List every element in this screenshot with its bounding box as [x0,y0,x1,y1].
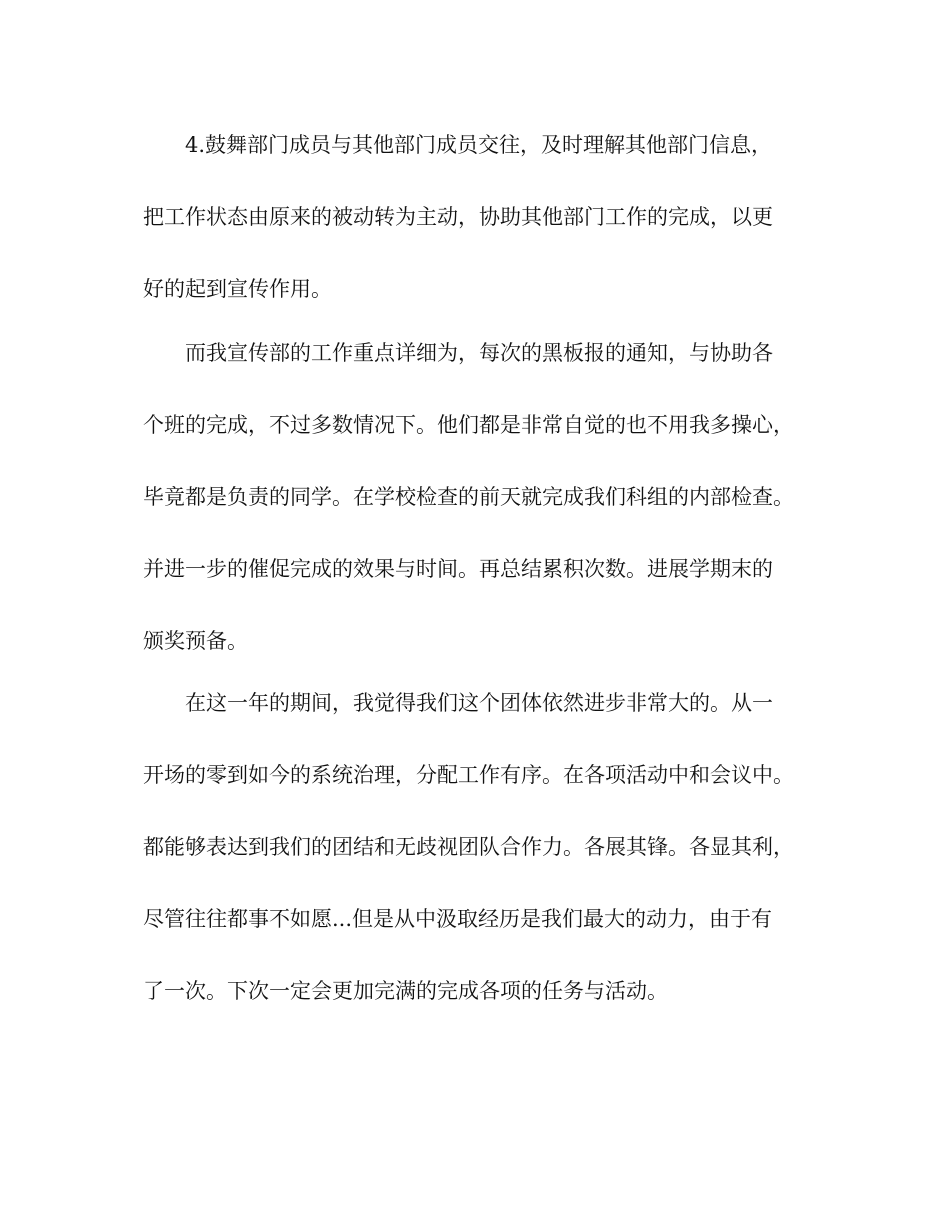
paragraph-2-line-4: 并进一步的催促完成的效果与时间。再总结累积次数。进展学期末的 [143,557,773,581]
paragraph-3-line-1: 在这一年的期间，我觉得我们这个团体依然进步非常大的。从一 [185,691,773,715]
paragraph-3-line-4: 尽管往往都事不如愿...但是从中汲取经历是我们最大的动力，由于有 [143,907,773,931]
paragraph-2-line-2: 个班的完成，不过多数情况下。他们都是非常自觉的也不用我多操心， [143,413,794,437]
paragraph-3-line-2: 开场的零到如今的系统治理，分配工作有序。在各项活动中和会议中。 [143,763,794,787]
paragraph-2-line-3: 毕竟都是负责的同学。在学校检查的前天就完成我们科组的内部检查。 [143,485,794,509]
paragraph-1-line-1: 4.鼓舞部门成员与其他部门成员交往，及时理解其他部门信息， [185,133,773,157]
paragraph-2-line-5: 颁奖预备。 [143,629,248,653]
paragraph-3-line-5: 了一次。下次一定会更加完满的完成各项的任务与活动。 [143,979,668,1003]
paragraph-1-line-3: 好的起到宣传作用。 [143,277,332,301]
paragraph-2-line-1: 而我宣传部的工作重点详细为，每次的黑板报的通知，与协助各 [185,341,773,365]
paragraph-3-line-3: 都能够表达到我们的团结和无歧视团队合作力。各展其锋。各显其利， [143,835,794,859]
paragraph-1-line-2: 把工作状态由原来的被动转为主动，协助其他部门工作的完成，以更 [143,205,773,229]
